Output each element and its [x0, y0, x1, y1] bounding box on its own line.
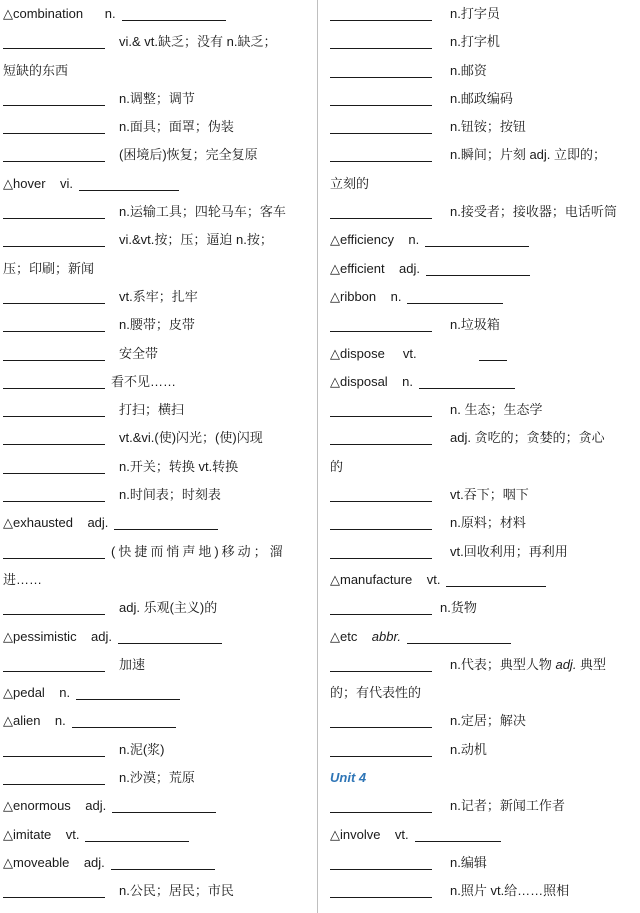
- entry-line: [330, 481, 636, 509]
- definition: n.泥(浆): [119, 741, 165, 757]
- answer-blank[interactable]: [330, 855, 432, 870]
- entry-continuation: [330, 453, 636, 481]
- definition: 看不见……: [111, 373, 177, 389]
- answer-blank[interactable]: [330, 430, 432, 445]
- entry-line: [330, 198, 636, 226]
- part-of-speech: adj.: [91, 628, 112, 644]
- definition: adj. 贪吃的；贪婪的；贪心: [450, 430, 605, 446]
- headword: △enormous: [3, 798, 71, 814]
- answer-blank[interactable]: [3, 430, 105, 445]
- entry-line: [330, 396, 636, 424]
- entry-line: [330, 113, 636, 141]
- definition: n.腰带；皮带: [119, 317, 195, 333]
- entry-line: [330, 792, 636, 820]
- entry-line: [3, 538, 313, 566]
- entry-imitate: [3, 821, 313, 849]
- definition: n.记者；新闻工作者: [450, 798, 565, 814]
- headword: △efficient: [330, 260, 385, 276]
- entry-line: [330, 707, 636, 735]
- answer-blank[interactable]: [122, 6, 226, 21]
- answer-blank[interactable]: [3, 657, 105, 672]
- entry-moveable: [3, 849, 313, 877]
- answer-blank[interactable]: [3, 91, 105, 106]
- definition: n.沙漠；荒原: [119, 770, 195, 786]
- definition: 安全带: [119, 345, 159, 361]
- definition: n.开关；转换 vt.转换: [119, 458, 239, 474]
- headword: △efficiency: [330, 232, 394, 248]
- answer-blank[interactable]: [118, 629, 222, 644]
- definition: n.打字员: [450, 6, 500, 21]
- answer-blank[interactable]: [3, 346, 105, 361]
- entry-line: [330, 538, 636, 566]
- definition: 加速: [119, 656, 146, 672]
- answer-blank[interactable]: [330, 6, 432, 21]
- answer-blank[interactable]: [72, 713, 176, 728]
- headword: △combination: [3, 6, 84, 21]
- answer-blank[interactable]: [330, 544, 432, 559]
- headword: △etc: [330, 628, 358, 644]
- definition: 立刻的: [330, 175, 370, 191]
- answer-blank[interactable]: [3, 487, 105, 502]
- definition: vt.系牢；扎牢: [119, 288, 198, 304]
- entry-line: [3, 736, 313, 764]
- answer-blank[interactable]: [330, 657, 432, 672]
- answer-blank[interactable]: [415, 827, 501, 842]
- headword: △involve: [330, 826, 381, 842]
- answer-blank[interactable]: [3, 34, 105, 49]
- answer-blank[interactable]: [407, 289, 503, 304]
- entry-hover: [3, 170, 313, 198]
- entry-continuation: [3, 566, 313, 594]
- part-of-speech: n.: [59, 685, 71, 701]
- entry-line: [330, 28, 636, 56]
- entry-ribbon: [330, 283, 636, 311]
- definition: n.运输工具；四轮马车；客车: [119, 204, 286, 220]
- answer-blank[interactable]: [3, 289, 105, 304]
- answer-blank[interactable]: [3, 770, 105, 785]
- entry-line: [3, 283, 313, 311]
- entry-pessimistic: [3, 623, 313, 651]
- part-of-speech: vi.: [59, 175, 73, 191]
- definition: vt.回收利用；再利用: [450, 543, 568, 559]
- entry-line: [330, 849, 636, 877]
- entry-efficient: [330, 255, 636, 283]
- definition: n.面具；面罩；伪装: [119, 119, 234, 135]
- entry-exhausted: [3, 509, 313, 537]
- entry-line: [3, 85, 313, 113]
- part-of-speech: vt.: [426, 571, 441, 587]
- entry-enormous: [3, 792, 313, 820]
- entry-line: [3, 424, 313, 452]
- answer-blank[interactable]: [446, 572, 546, 587]
- entry-line: [3, 764, 313, 792]
- unit-heading: Unit 4: [330, 770, 367, 786]
- part-of-speech: abbr.: [371, 628, 401, 644]
- entry-line: [3, 141, 313, 169]
- headword: △pedal: [3, 685, 45, 701]
- entry-line: [3, 198, 313, 226]
- entry-continuation: [330, 679, 636, 707]
- definition: n.瞬间；片刻 adj. 立即的；: [450, 147, 607, 163]
- entry-involve: [330, 821, 636, 849]
- definition: vi.&vt.按；压；逼迫 n.按；: [119, 232, 273, 248]
- definition: n.编辑: [450, 854, 487, 870]
- definition: n.打字机: [450, 34, 500, 50]
- entry-line: [3, 481, 313, 509]
- headword: △manufacture: [330, 571, 413, 587]
- entry-line: [3, 311, 313, 339]
- definition: n.邮政编码: [450, 90, 513, 106]
- answer-blank[interactable]: [111, 855, 215, 870]
- headword: △moveable: [3, 854, 70, 870]
- column-divider: [317, 0, 318, 913]
- part-of-speech: vt.: [65, 826, 80, 842]
- part-of-speech: adj.: [399, 260, 420, 276]
- answer-blank[interactable]: [330, 147, 432, 162]
- definition: n.原料；材料: [450, 515, 526, 531]
- entry-line: [330, 736, 636, 764]
- answer-blank[interactable]: [330, 91, 432, 106]
- answer-blank[interactable]: [3, 883, 105, 898]
- answer-blank[interactable]: [330, 515, 432, 530]
- entry-etc: [330, 623, 636, 651]
- entry-disposal: [330, 368, 636, 396]
- answer-blank[interactable]: [330, 34, 432, 49]
- entry-line: [330, 0, 636, 28]
- answer-blank[interactable]: [330, 119, 432, 134]
- answer-blank[interactable]: [3, 544, 105, 559]
- entry-line: [3, 28, 313, 56]
- entry-line: [330, 651, 636, 679]
- headword: △ribbon: [330, 288, 377, 304]
- part-of-speech: n.: [104, 6, 116, 21]
- entry-alien: [3, 707, 313, 735]
- answer-blank[interactable]: [330, 798, 432, 813]
- entry-efficiency: [330, 226, 636, 254]
- answer-blank[interactable]: [3, 232, 105, 247]
- answer-blank[interactable]: [79, 176, 179, 191]
- definition: n.垃圾箱: [450, 317, 500, 333]
- definition: vt.吞下；咽下: [450, 487, 529, 503]
- entry-continuation: [330, 170, 636, 198]
- answer-blank[interactable]: [330, 63, 432, 78]
- answer-blank[interactable]: [426, 261, 530, 276]
- answer-blank[interactable]: [3, 317, 105, 332]
- entry-line: [3, 226, 313, 254]
- part-of-speech: n.: [402, 373, 413, 389]
- entry-pedal: [3, 679, 313, 707]
- unit-heading-row: [330, 764, 636, 792]
- definition: n.时间表；时刻表: [119, 487, 221, 503]
- definition: n.代表；典型人物: [450, 656, 556, 672]
- definition: 典型: [576, 656, 607, 672]
- headword: △pessimistic: [3, 628, 77, 644]
- entry-line: [330, 141, 636, 169]
- entry-line: [3, 877, 313, 905]
- answer-blank[interactable]: [3, 147, 105, 162]
- answer-blank[interactable]: [3, 742, 105, 757]
- definition: 的；有代表性的: [330, 685, 422, 701]
- answer-blank[interactable]: [3, 402, 105, 417]
- definition: vi.& vt.缺乏；没有 n.缺乏；: [119, 34, 277, 50]
- definition: n.照片 vt.给……照相: [450, 883, 570, 899]
- definition: n.公民；居民；市民: [119, 883, 234, 899]
- entry-line: [3, 594, 313, 622]
- answer-blank[interactable]: [3, 204, 105, 219]
- definition: vt.&vi.(使)闪光；(使)闪现: [119, 430, 263, 446]
- definition: n.动机: [450, 741, 487, 757]
- entry-continuation: [3, 255, 313, 283]
- entry-continuation: [3, 57, 313, 85]
- part-of-speech: vt.: [402, 345, 417, 361]
- definition: n.定居；解决: [450, 713, 526, 729]
- entry-line: [330, 57, 636, 85]
- answer-blank[interactable]: [330, 742, 432, 757]
- answer-blank[interactable]: [330, 317, 432, 332]
- answer-blank[interactable]: [330, 204, 432, 219]
- definition: n.货物: [440, 600, 477, 616]
- entry-manufacture: [330, 566, 636, 594]
- answer-blank[interactable]: [330, 402, 432, 417]
- part-of-speech: n.: [408, 232, 420, 248]
- answer-blank[interactable]: [3, 459, 105, 474]
- answer-blank[interactable]: [3, 119, 105, 134]
- headword: △hover: [3, 175, 46, 191]
- left-column: [3, 0, 313, 913]
- definition: n.钮铵；按钮: [450, 119, 526, 135]
- answer-blank[interactable]: [330, 600, 432, 615]
- part-of-speech: adj.: [87, 515, 109, 531]
- headword: △disposal: [330, 373, 388, 389]
- entry-line: [3, 113, 313, 141]
- answer-blank[interactable]: [3, 600, 105, 615]
- answer-blank[interactable]: [85, 827, 189, 842]
- headword: △dispose: [330, 345, 385, 361]
- answer-blank[interactable]: [330, 487, 432, 502]
- answer-blank[interactable]: [330, 713, 432, 728]
- part-of-speech: adj.: [85, 798, 107, 814]
- definition: 压；印刷；新闻: [3, 260, 95, 276]
- definition: adj. 乐观(主义)的: [119, 600, 218, 616]
- answer-blank[interactable]: [419, 374, 515, 389]
- definition: (困境后)恢复；完全复原: [119, 147, 258, 163]
- definition: 的: [330, 458, 344, 474]
- part-of-speech: vt.: [394, 826, 409, 842]
- entry-line: [330, 85, 636, 113]
- definition: 进……: [3, 571, 43, 587]
- part-of-speech: n.: [390, 288, 402, 304]
- answer-blank[interactable]: [479, 346, 507, 361]
- entry-line: [3, 340, 313, 368]
- definition: (快捷而悄声地)移动；溜: [111, 543, 286, 559]
- entry-combination: [3, 0, 313, 28]
- answer-blank[interactable]: [407, 629, 511, 644]
- entry-dispose: [330, 340, 636, 368]
- part-of-speech: adj.: [555, 656, 577, 672]
- answer-blank[interactable]: [112, 798, 216, 813]
- part-of-speech: n.: [54, 713, 66, 729]
- definition: 打扫；横扫: [119, 402, 185, 418]
- answer-blank[interactable]: [425, 232, 529, 247]
- headword: △alien: [3, 713, 41, 729]
- entry-line: [330, 509, 636, 537]
- headword: △imitate: [3, 826, 52, 842]
- entry-line: [330, 594, 636, 622]
- definition: n.调整；调节: [119, 90, 195, 106]
- entry-line: [3, 396, 313, 424]
- right-column: [330, 0, 636, 913]
- entry-line: [3, 453, 313, 481]
- entry-line: [330, 877, 636, 905]
- entry-line: [3, 651, 313, 679]
- answer-blank[interactable]: [114, 515, 218, 530]
- definition: n.接受者；接收器；电话听筒: [450, 204, 617, 220]
- entry-line: [3, 368, 313, 396]
- answer-blank[interactable]: [3, 374, 105, 389]
- definition: n. 生态；生态学: [450, 402, 543, 418]
- part-of-speech: adj.: [83, 854, 105, 870]
- entry-line: [330, 311, 636, 339]
- entry-line: [330, 424, 636, 452]
- answer-blank[interactable]: [330, 883, 432, 898]
- definition: 短缺的东西: [3, 62, 69, 78]
- definition: n.邮资: [450, 62, 487, 78]
- answer-blank[interactable]: [76, 685, 180, 700]
- headword: △exhausted: [3, 515, 73, 531]
